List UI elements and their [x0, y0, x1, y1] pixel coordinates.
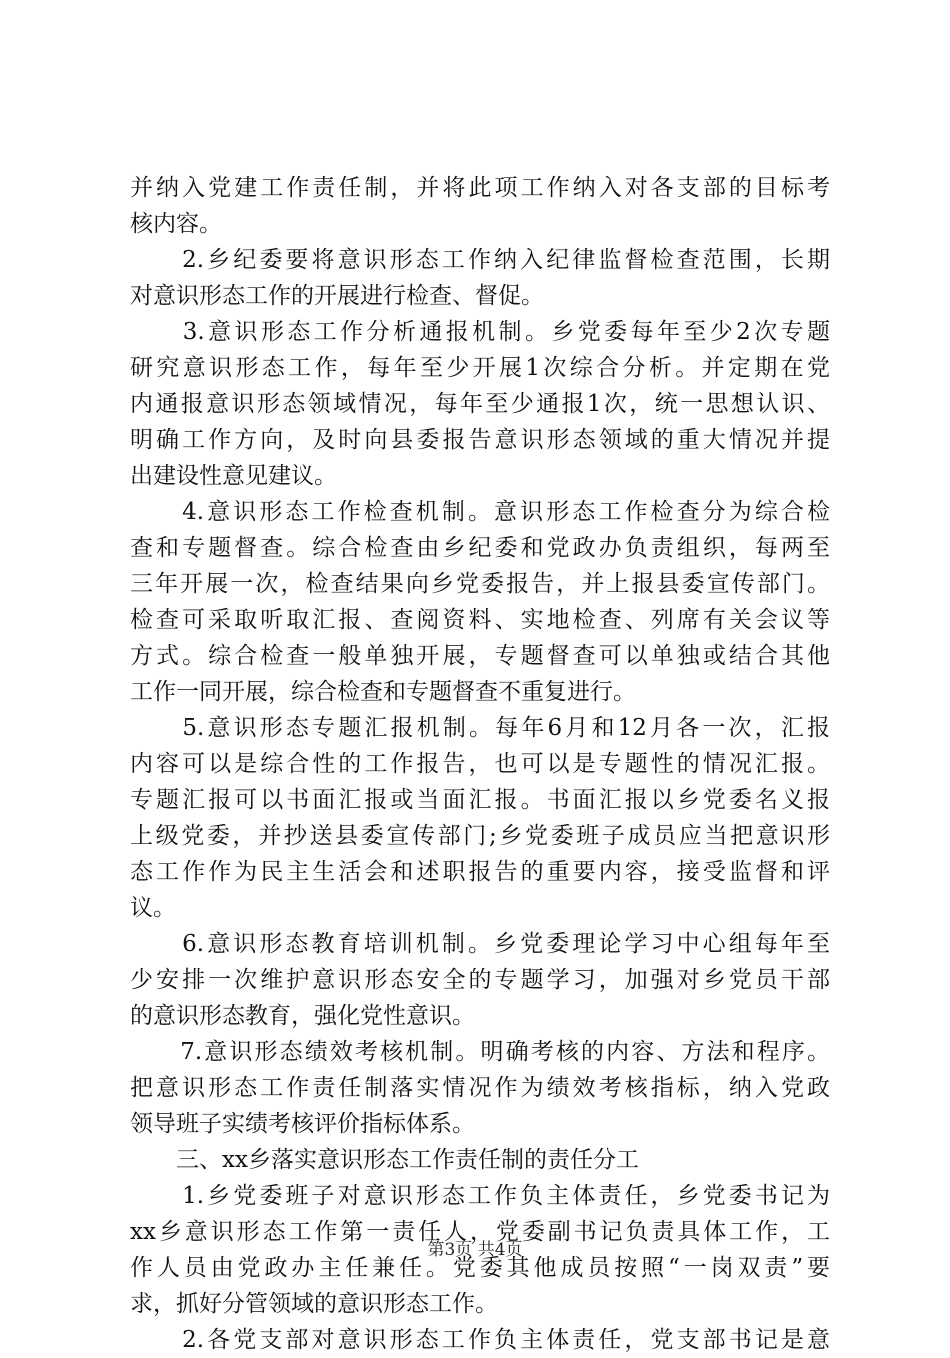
text-line: 把意识形态工作责任制落实情况作为绩效考核指标，纳入党政	[130, 1075, 830, 1101]
text-line: 6.意识形态教育培训机制。乡党委理论学习中心组每年至	[130, 931, 830, 957]
body-text	[130, 170, 830, 1358]
text-line: 7.意识形态绩效考核机制。明确考核的内容、方法和程序。	[130, 1039, 830, 1065]
text-line: 三、xx乡落实意识形态工作责任制的责任分工	[130, 1147, 639, 1173]
text-line: 态工作作为民主生活会和述职报告的重要内容，接受监督和评	[130, 859, 830, 885]
text-line: 核内容。	[130, 211, 222, 237]
text-line: xx乡意识形态工作第一责任人，党委副书记负责具体工作，工	[130, 1219, 830, 1245]
page-footer: 第3页 共4页	[427, 1240, 523, 1260]
text-line: 议。	[130, 895, 176, 921]
text-line: 上级党委，并抄送县委宣传部门;乡党委班子成员应当把意识形	[130, 823, 830, 849]
text-line: 三年开展一次，检查结果向乡党委报告，并上报县委宣传部门。	[130, 571, 830, 597]
text-line: 3.意识形态工作分析通报机制。乡党委每年至少2次专题	[130, 319, 830, 345]
text-line: 研究意识形态工作，每年至少开展1次综合分析。并定期在党	[130, 355, 830, 381]
text-line: 5.意识形态专题汇报机制。每年6月和12月各一次，汇报	[130, 715, 830, 741]
text-line: 并纳入党建工作责任制，并将此项工作纳入对各支部的目标考	[130, 175, 830, 201]
text-line: 内容可以是综合性的工作报告，也可以是专题性的情况汇报。	[130, 751, 830, 777]
text-line: 求，抓好分管领域的意识形态工作。	[130, 1291, 498, 1317]
text-line: 明确工作方向，及时向县委报告意识形态领域的重大情况并提	[130, 427, 830, 453]
text-line: 4.意识形态工作检查机制。意识形态工作检查分为综合检	[130, 499, 830, 525]
text-line: 工作一同开展，综合检查和专题督查不重复进行。	[130, 679, 636, 705]
text-line: 查和专题督查。综合检查由乡纪委和党政办负责组织，每两至	[130, 535, 830, 561]
text-line: 出建设性意见建议。	[130, 463, 337, 489]
text-line: 检查可采取听取汇报、查阅资料、实地检查、列席有关会议等	[130, 607, 830, 633]
text-line: 2.乡纪委要将意识形态工作纳入纪律监督检查范围，长期	[130, 247, 830, 273]
text-line: 方式。综合检查一般单独开展，专题督查可以单独或结合其他	[130, 643, 830, 669]
text-line: 1.乡党委班子对意识形态工作负主体责任，乡党委书记为	[130, 1183, 830, 1209]
text-line: 领导班子实绩考核评价指标体系。	[130, 1111, 475, 1137]
text-line: 内通报意识形态领域情况，每年至少通报1次，统一思想认识、	[130, 391, 830, 417]
text-line: 2.各党支部对意识形态工作负主体责任，党支部书记是意	[130, 1327, 830, 1353]
text-line: 少安排一次维护意识形态安全的专题学习，加强对乡党员干部	[130, 967, 830, 993]
text-line: 作人员由党政办主任兼任。党委其他成员按照“一岗双责”要	[130, 1255, 830, 1281]
text-line: 对意识形态工作的开展进行检查、督促。	[130, 283, 544, 309]
text-line: 专题汇报可以书面汇报或当面汇报。书面汇报以乡党委名义报	[130, 787, 830, 813]
text-line: 的意识形态教育，强化党性意识。	[130, 1003, 475, 1029]
